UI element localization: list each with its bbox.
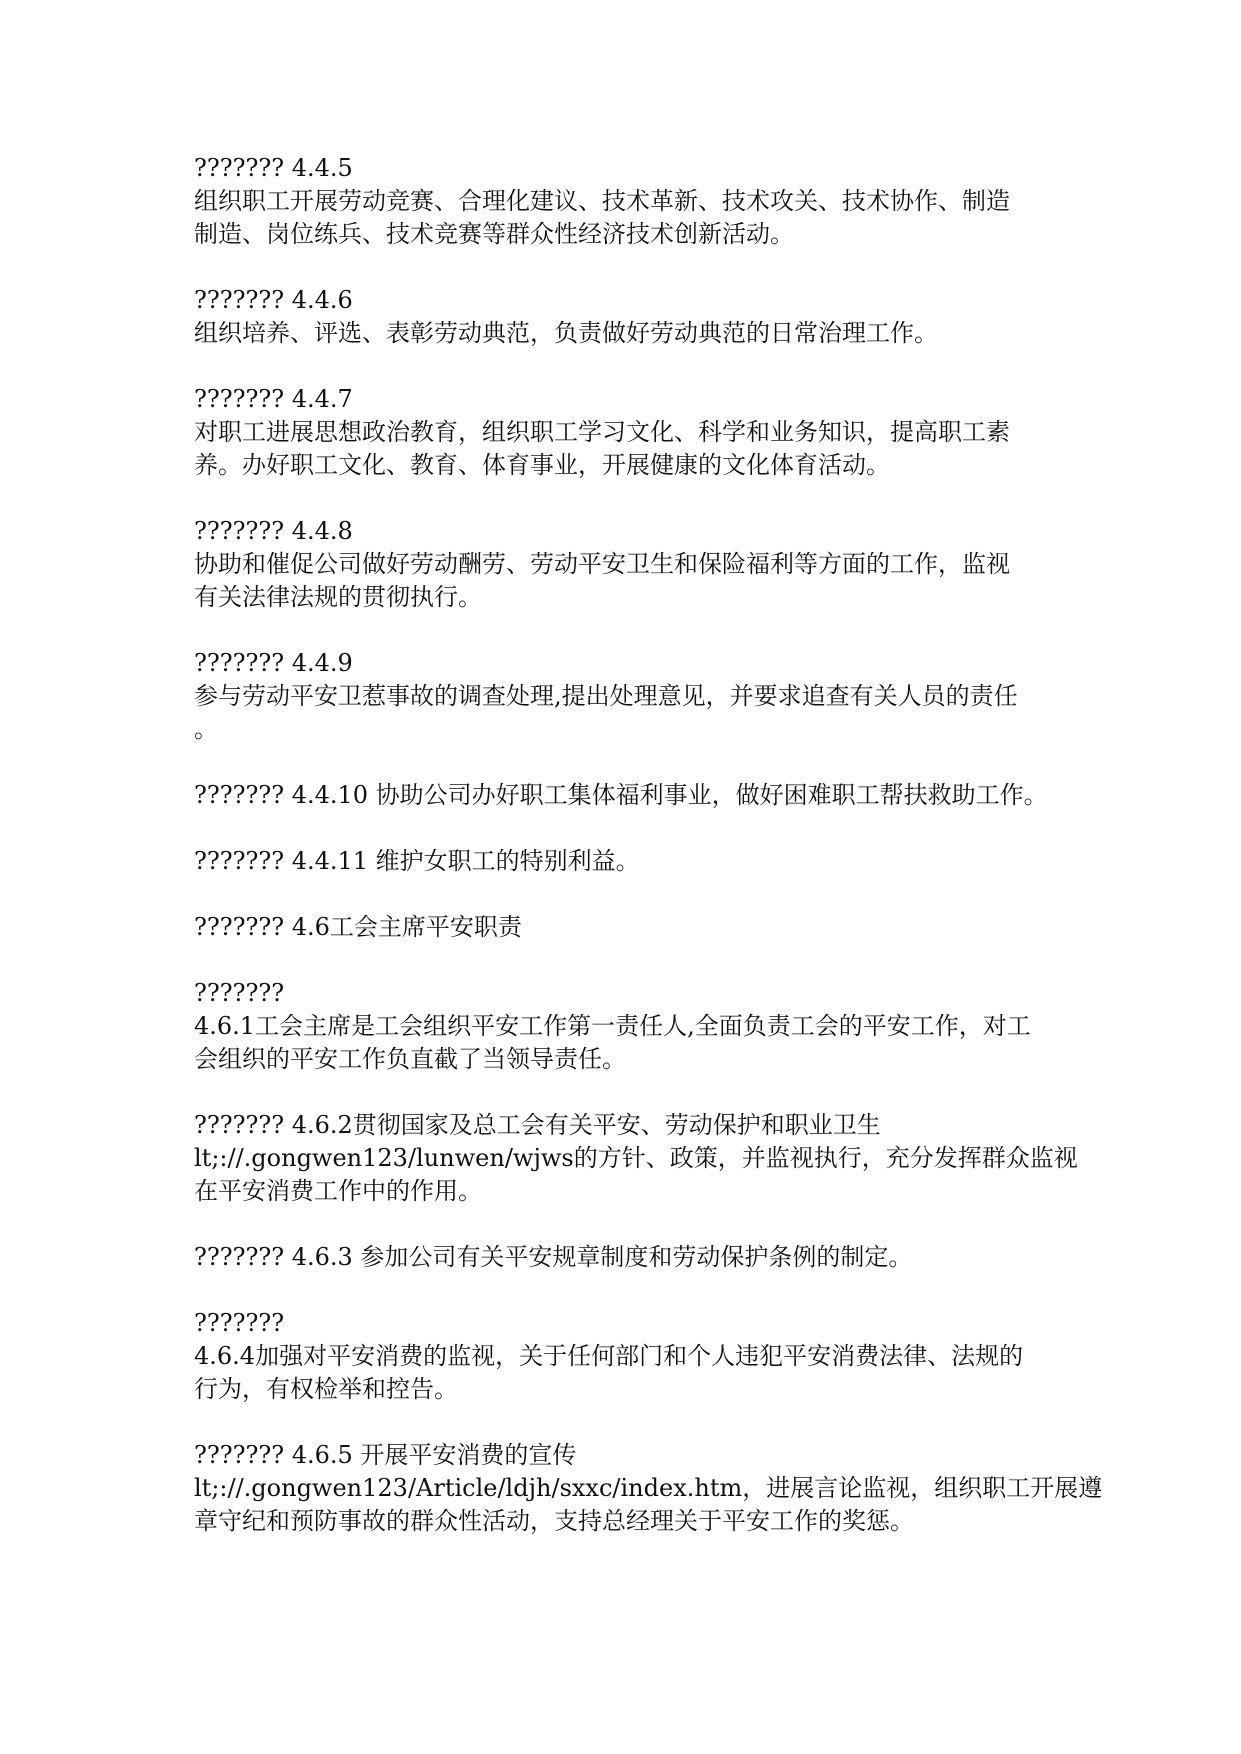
text-line: lt;://.gongwen123/Article/ldjh/sxxc/index.htm，进展言论监视，组织职工开展遵 — [194, 1474, 1103, 1502]
paragraph — [194, 1109, 1078, 1208]
paragraph — [194, 383, 1074, 482]
text-line: 4.6.1工会主席是工会组织平安工作第一责任人,全面负责工会的平安工作，对工 — [194, 1012, 1031, 1040]
paragraph — [194, 779, 1074, 812]
paragraph — [194, 1307, 1074, 1406]
text-line: ??????? 4.4.5 — [194, 154, 353, 182]
paragraph — [194, 515, 1074, 614]
paragraph — [194, 1241, 1074, 1274]
paragraph — [194, 152, 1074, 251]
text-line: 协助和催促公司做好劳动酬劳、劳动平安卫生和保险福利等方面的工作，监视 — [194, 550, 1010, 578]
text-line: 在平安消费工作中的作用。 — [194, 1177, 482, 1205]
paragraph — [194, 977, 1074, 1076]
text-line: 章守纪和预防事故的群众性活动，支持总经理关于平安工作的奖惩。 — [194, 1507, 914, 1535]
paragraph — [194, 284, 1074, 350]
text-line: ??????? 4.4.8 — [194, 517, 353, 545]
text-line: 行为，有权检举和控告。 — [194, 1375, 458, 1403]
text-line: 参与劳动平安卫惹事故的调查处理,提出处理意见，并要求追查有关人员的责任 — [194, 682, 1018, 710]
document-body — [194, 152, 1103, 1571]
paragraph — [194, 647, 1074, 746]
text-line: ??????? 4.4.11 维护女职工的特别利益。 — [194, 847, 640, 875]
text-line: ??????? 4.6工会主席平安职责 — [194, 913, 522, 941]
text-line: 有关法律法规的贯彻执行。 — [194, 583, 482, 611]
text-line: ??????? 4.4.6 — [194, 286, 353, 314]
text-line: 组织培养、评选、表彰劳动典范，负责做好劳动典范的日常治理工作。 — [194, 319, 938, 347]
text-line: ??????? — [194, 1309, 285, 1337]
text-line: 组织职工开展劳动竞赛、合理化建议、技术革新、技术攻关、技术协作、制造 — [194, 187, 1010, 215]
paragraph — [194, 911, 1074, 944]
text-line: ??????? 4.4.9 — [194, 649, 353, 677]
paragraph — [194, 1439, 1103, 1538]
text-line: ??????? 4.4.10 协助公司办好职工集体福利事业，做好困难职工帮扶救助工作。 — [194, 781, 1048, 809]
text-line: ??????? — [194, 979, 285, 1007]
text-line: 。 — [194, 715, 218, 743]
text-line: ??????? 4.6.3 参加公司有关平安规章制度和劳动保护条例的制定。 — [194, 1243, 913, 1271]
text-line: ??????? 4.6.5 开展平安消费的宣传 — [194, 1441, 577, 1469]
text-line: lt;://.gongwen123/lunwen/wjws的方针、政策，并监视执行，充分发挥群众监视 — [194, 1144, 1078, 1172]
text-line: 制造、岗位练兵、技术竞赛等群众性经济技术创新活动。 — [194, 220, 794, 248]
text-line: 4.6.4加强对平安消费的监视，关于任何部门和个人违犯平安消费法律、法规的 — [194, 1342, 1024, 1370]
text-line: ??????? 4.4.7 — [194, 385, 353, 413]
text-line: 养。办好职工文化、教育、体育事业，开展健康的文化体育活动。 — [194, 451, 890, 479]
text-line: 会组织的平安工作负直截了当领导责任。 — [194, 1045, 626, 1073]
text-line: ??????? 4.6.2贯彻国家及总工会有关平安、劳动保护和职业卫生 — [194, 1111, 881, 1139]
text-line: 对职工进展思想政治教育，组织职工学习文化、科学和业务知识，提高职工素 — [194, 418, 1010, 446]
paragraph — [194, 845, 1074, 878]
